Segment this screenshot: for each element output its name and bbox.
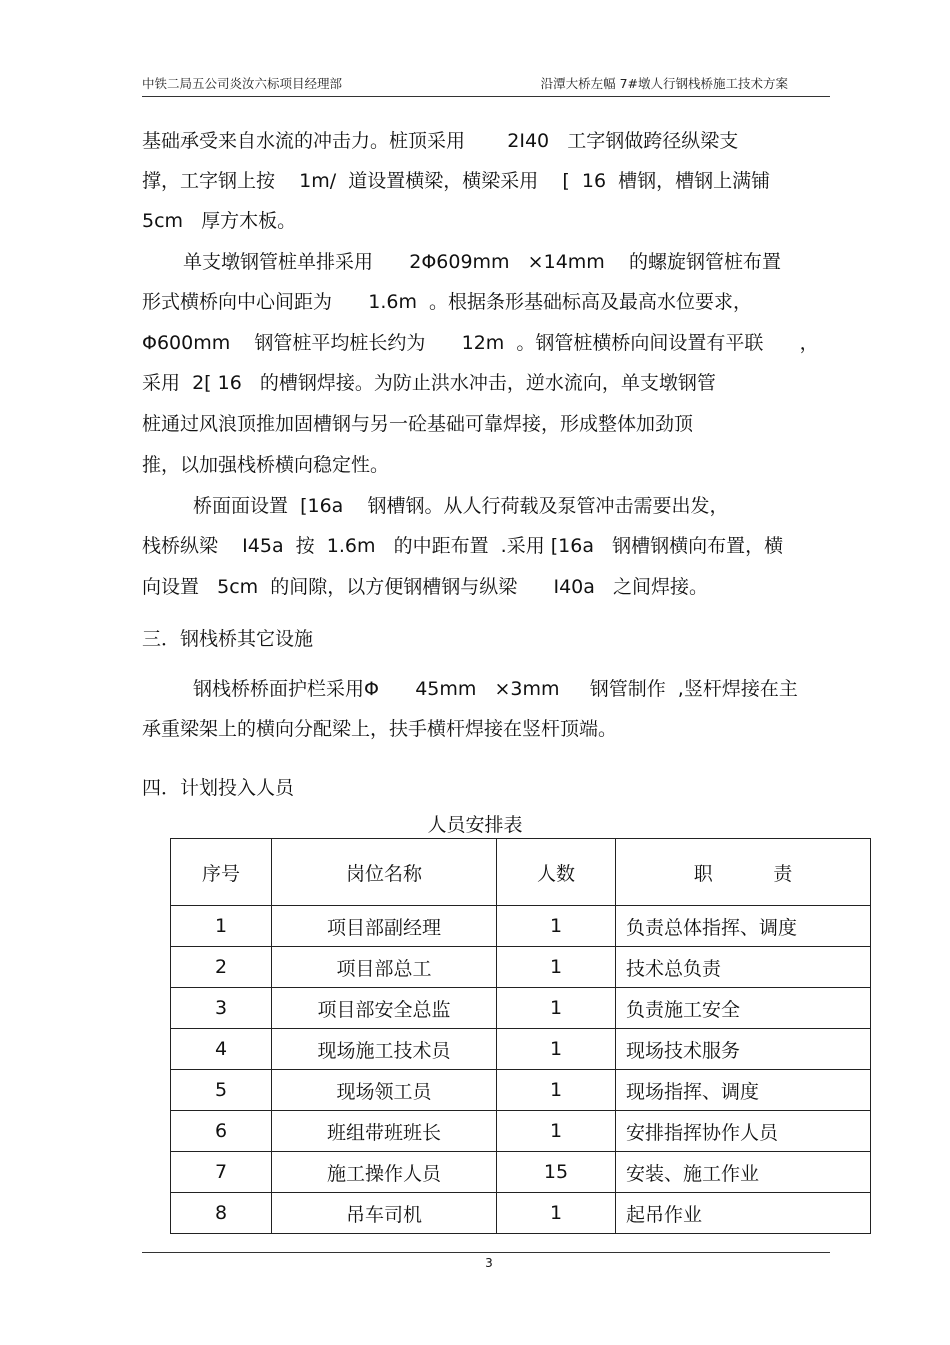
section-heading-3: 三．钢栈桥其它设施: [142, 628, 314, 650]
header-cell: 职 责: [616, 839, 871, 906]
body-line-8: 桩通过风浪顶推加固槽钢与另一砼基础可靠焊接，形成整体加劲顶: [142, 413, 694, 435]
cell-no: 4: [171, 1029, 272, 1070]
body-line-11: 栈桥纵梁 I45a 按 1.6m 的中距布置 .采用 [16a 钢槽钢横向布置，横: [142, 535, 784, 557]
header-left: 中铁二局五公司炎汝六标项目经理部: [142, 76, 343, 91]
table-header-row: [171, 839, 871, 906]
body-line-4: 单支墩钢管桩单排采用 2Φ609mm ×14mm 的螺旋钢管桩布置: [183, 251, 781, 273]
cell-position: 项目部总工: [272, 947, 497, 988]
body-line-3: 5cm 厚方木板。: [142, 210, 297, 232]
header-cell: 序号: [171, 839, 272, 906]
staff-table: [170, 838, 871, 1234]
cell-count: 1: [497, 1029, 616, 1070]
cell-count: 1: [497, 1070, 616, 1111]
cell-position: 现场施工技术员: [272, 1029, 497, 1070]
cell-no: 6: [171, 1111, 272, 1152]
cell-no: 7: [171, 1152, 272, 1193]
cell-duty: 负责总体指挥、调度: [616, 906, 871, 947]
body-line-5: 形式横桥向中心间距为 1.6m 。根据条形基础标高及最高水位要求，: [142, 291, 753, 313]
cell-position: 项目部副经理: [272, 906, 497, 947]
cell-duty: 现场指挥、调度: [616, 1070, 871, 1111]
cell-count: 1: [497, 988, 616, 1029]
body-line-7: 采用 2[ 16 的槽钢焊接。为防止洪水冲击，逆水流向，单支墩钢管: [142, 372, 716, 394]
section-heading-4: 四．计划投入人员: [142, 777, 295, 799]
cell-position: 项目部安全总监: [272, 988, 497, 1029]
cell-duty: 负责施工安全: [616, 988, 871, 1029]
footer-divider: [142, 1252, 830, 1253]
cell-count: 1: [497, 947, 616, 988]
table-caption: 人员安排表: [427, 814, 523, 836]
body-line-9: 推，以加强栈桥横向稳定性。: [142, 454, 390, 476]
cell-no: 3: [171, 988, 272, 1029]
body-line-10: 桥面面设置 [16a 钢槽钢。从人行荷载及泵管冲击需要出发，: [193, 495, 729, 517]
cell-duty: 安装、施工作业: [616, 1152, 871, 1193]
cell-count: 1: [497, 1111, 616, 1152]
table-row: [171, 947, 871, 988]
cell-position: 施工操作人员: [272, 1152, 497, 1193]
body-line-6: Φ600mm 钢管桩平均桩长约为 12m 。钢管桩横桥向间设置有平联 ，: [142, 332, 819, 354]
page-number: 3: [485, 1256, 493, 1270]
cell-position: 吊车司机: [272, 1193, 497, 1234]
body-line-1: 基础承受来自水流的冲击力。桩顶采用 2I40 工字钢做跨径纵梁支: [142, 130, 739, 152]
header-cell: 岗位名称: [272, 839, 497, 906]
header-right: 沿潭大桥左幅 7#墩人行钢栈桥施工技术方案: [540, 76, 788, 91]
table-row: [171, 906, 871, 947]
cell-no: 1: [171, 906, 272, 947]
header-cell: 人数: [497, 839, 616, 906]
cell-count: 1: [497, 1193, 616, 1234]
cell-no: 5: [171, 1070, 272, 1111]
cell-position: 现场领工员: [272, 1070, 497, 1111]
cell-no: 8: [171, 1193, 272, 1234]
cell-duty: 起吊作业: [616, 1193, 871, 1234]
table-row: [171, 1193, 871, 1234]
cell-duty: 现场技术服务: [616, 1029, 871, 1070]
body-line-14: 承重梁架上的横向分配梁上，扶手横杆焊接在竖杆顶端。: [142, 718, 618, 740]
cell-position: 班组带班班长: [272, 1111, 497, 1152]
body-line-12: 向设置 5cm 的间隙，以方便钢槽钢与纵梁 I40a 之间焊接。: [142, 576, 709, 598]
cell-duty: 安排指挥协作人员: [616, 1111, 871, 1152]
header-divider: [142, 96, 830, 97]
table-row: [171, 1029, 871, 1070]
cell-no: 2: [171, 947, 272, 988]
cell-duty: 技术总负责: [616, 947, 871, 988]
table-row: [171, 988, 871, 1029]
body-line-13: 钢栈桥桥面护栏采用Φ 45mm ×3mm 钢管制作 ,竖杆焊接在主: [193, 678, 798, 700]
table-row: [171, 1152, 871, 1193]
table-row: [171, 1111, 871, 1152]
cell-count: 15: [497, 1152, 616, 1193]
cell-count: 1: [497, 906, 616, 947]
table-row: [171, 1070, 871, 1111]
body-line-2: 撑，工字钢上按 1m/ 道设置横梁，横梁采用 [ 16 槽钢，槽钢上满铺: [142, 170, 771, 192]
